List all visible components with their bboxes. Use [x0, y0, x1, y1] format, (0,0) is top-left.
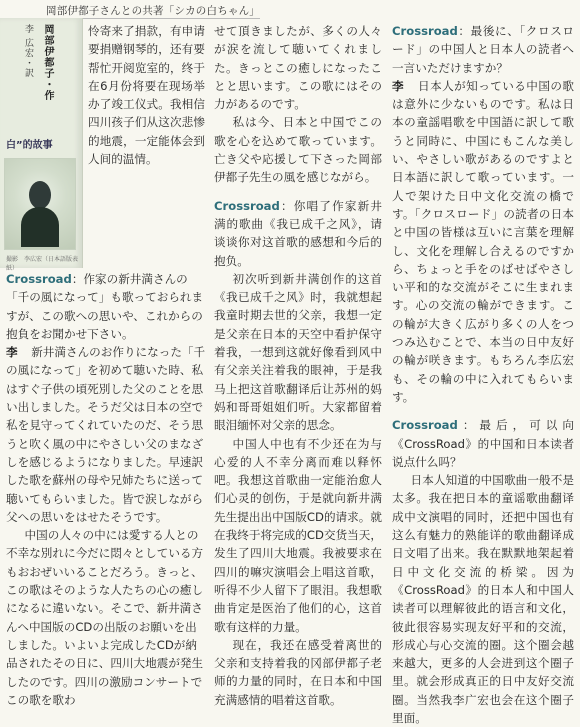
- book-author-credit: 岡部伊都子・作: [42, 24, 53, 101]
- speaker-li-label: 李: [6, 345, 18, 360]
- spacer: [392, 406, 574, 416]
- column-1-lower: [6, 270, 207, 709]
- answer-1-zh-paragraph-1: 初次听到新井满创作的这首《我已成千之风》时，我就想起我童时期去世的父亲，我想一定是父亲在日本的天空中看护保守着我，一想到这就好像看到风中有父亲关注着我的眼神，于是我马上把这首歌翻译后让苏州的妈妈和哥哥姐姐们听。大家都留着眼泪缅怀对父亲的思念。: [214, 271, 382, 433]
- answer-1-ja-continued: 中国の人々の中には愛する人との不幸な別れに今だに悶々としている方もおおぜいいることだろう。きっと、この歌はそのような人たちの心の癒しになるに違いない。そこで、新井満さんへ中国版のCDの出版のお願いを出しました。いよいよ完成したCDが納品されたその日に、四川大地震が発生したのです。四川の激励コンサートでこの歌を歌わ: [6, 528, 204, 707]
- crossroad-label: Crossroad: [392, 24, 458, 38]
- answer-1-ja-text: 新井満さんのお作りになった「千の風になって」を初めて聴いた時、私はすぐ子供の頃死別した父のことを思い出しました。そうだ父は日本の空で私を見守ってくれていたのだ、そう思うと吹く風の中にやさしい父のまなざしを感じるようになりました。早速訳した歌を蘇州の母や兄姉たちに送って聴いてもらいました。皆で涙しながら父への思いをはせたそうです。: [6, 345, 206, 524]
- column-2-paragraph-1: せて頂きましたが、多くの人々が涙を流して聴いてくれました。きっとこの癒しになったことと思います。この歌にはその力があるのです。: [214, 24, 382, 112]
- crossroad-label: Crossroad: [214, 198, 280, 213]
- column-3: [392, 22, 574, 725]
- answer-1-ja: [6, 343, 207, 526]
- book-translator-credit: 李 広宏・訳: [23, 24, 33, 78]
- answer-2-ja-text: 日本人が知っている中国の歌は意外に少ないものです。私は日本の童謡唱歌を中国語に訳して歌うと同時に、中国にもこんな美しい、やさしい歌があるのですよと日本語に訳して歌っています。一人で架けた日中文化交流の橋です。「クロスロード」の読者の日本と中国の皆様は互いに言葉を理解し、文化を理解し合えるのですから、ちょっと手をのばせばやさしい平和的な交流がそこに生まれます。心の交流の輪ができます。この輪が大きく広がり多くの人をつつみ込むことで、本当の日中友好の輪が咲きます。もちろん李広宏も、その輪の中に入れてもらいます。: [392, 78, 574, 404]
- column-2: [214, 22, 382, 707]
- book-cover-photo: [4, 158, 76, 250]
- spacer: [214, 187, 382, 197]
- header-bar: [0, 0, 580, 20]
- question-1-zh-text: ：你唱了作家新井满的歌曲《我已成千之风》，请谈谈你对这首歌的感想和今后的抱负。: [214, 198, 382, 268]
- answer-2-ja: [392, 77, 574, 406]
- book-cover-image: [0, 18, 83, 272]
- question-2-zh: [392, 416, 574, 471]
- question-2-zh-text: ：最后，可以向《CrossRoad》的中国和日本读者说点什么吗？: [392, 418, 574, 469]
- question-2-ja: [392, 22, 574, 77]
- crossroad-label: Crossroad: [392, 418, 458, 433]
- question-1-zh: [214, 197, 382, 270]
- answer-2-zh: 日本人知道的中国歌曲一般不是太多。我在把日本的童谣歌曲翻译成中文演唱的同时，还把中国也有这么有魅力的熟能详的歌曲翻译成日文唱了出来。我在默默地架起着日中文化交流的桥梁。因为《CrossRoad》的日本人和中国人读者可以理解彼此的语言和文化，彼此很容易实现友好平和的交流，形成心与心交流的圈。这个圈会越来越大，更多的人会进到这个圈子里。就会形成真正的日中友好交流圈。当然我李广宏也会在这个圈子里面。: [392, 473, 574, 725]
- question-1-ja: [6, 270, 207, 343]
- column-2-paragraph-2: 私は今、日本と中国でこの歌を心を込めて歌っています。亡き父や応援して下さった岡部伊都子先生の風を感じながら。: [214, 115, 382, 185]
- photo-person-body: [21, 207, 59, 247]
- answer-1-zh-paragraph-3: 现在，我还在感受着离世的父亲和支持着我的冈部伊都子老师的力量的同时，在日本和中国充满感情的唱着这首歌。: [214, 637, 382, 707]
- page-header-title: 岡部伊都子さんとの共著「シカの白ちゃん」: [46, 5, 260, 17]
- speaker-li-label: 李: [392, 78, 405, 93]
- answer-1-zh-paragraph-2: 中国人中也有不少还在为与心爱的人不幸分离而难以释怀吧。我想这首歌曲一定能治愈人们心灵的创伤，于是就向新井满先生提出出中国版CD的请求。就在我终于将完成的CD交货当天，发生了四川大地震。我被要求在四川的嘛灾演唱会上唱这首歌，听得不少人留下了眼泪。我想歌曲肯定是医治了他们的心，这首歌有这样的力量。: [214, 436, 382, 634]
- book-caption: 撮影 李広宏（日本語版表紙）: [6, 256, 79, 272]
- crossroad-label: Crossroad: [6, 272, 72, 286]
- question-2-ja-text: ：最後に、「クロスロード」の中国人と日本人の読者へ一言いただけますか？: [392, 24, 574, 75]
- column-1-top-paragraph: 怜寄来了捐款，有申请要捐赠钢琴的，还有要帮忙开阅览室的，终于在6月份将要在现场举办了竣工仪式。我相信四川孩子们从这次悲惨的地震，一定能体会到人间的温情。: [88, 24, 205, 167]
- book-title-fragment: 白”的故事: [6, 140, 53, 151]
- question-1-ja-text: ：作家の新井満さんの「千の風になって」も歌っておられますが、この歌への思いや、これからの抱負をお聞かせ下さい。: [6, 272, 204, 341]
- photo-person-head: [29, 181, 51, 209]
